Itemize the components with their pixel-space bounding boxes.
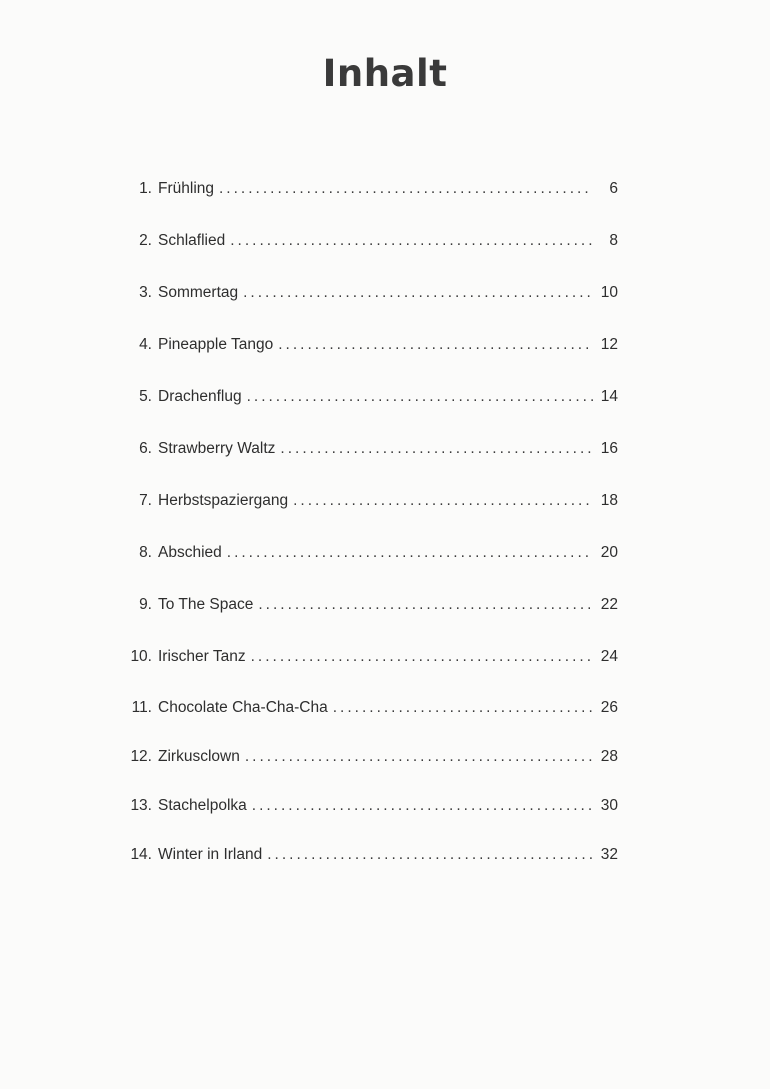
dot-leader — [293, 488, 593, 514]
toc-entry-title: Winter in Irland — [158, 846, 263, 863]
toc-entry-page: 22 — [600, 596, 618, 613]
toc-entry-number: 6. — [139, 440, 152, 457]
toc-entry-number: 10. — [130, 648, 152, 665]
toc-entry-page: 32 — [600, 846, 618, 863]
toc-entry[interactable] — [120, 280, 618, 306]
toc-entry-title: Drachenflug — [158, 388, 242, 405]
toc-entry[interactable] — [120, 695, 618, 721]
dot-leader — [243, 280, 593, 306]
dot-leader — [267, 842, 593, 868]
toc-entry-number: 1. — [139, 180, 152, 197]
toc-entry-page: 18 — [600, 492, 618, 509]
toc-entry[interactable] — [120, 644, 618, 670]
toc-entry-number: 8. — [139, 544, 152, 561]
toc-entry-title: Irischer Tanz — [158, 648, 246, 665]
page-title: Inhalt — [322, 52, 448, 95]
toc-entry[interactable] — [120, 332, 618, 358]
toc-entry[interactable] — [120, 793, 618, 819]
dot-leader — [258, 592, 593, 618]
toc-entry-page: 10 — [600, 284, 618, 301]
toc-entry-title: Stachelpolka — [158, 797, 247, 814]
dot-leader — [252, 793, 593, 819]
toc-entry[interactable] — [120, 592, 618, 618]
toc-entry-number: 11. — [131, 699, 152, 716]
dot-leader — [278, 332, 593, 358]
toc-entry-page: 26 — [600, 699, 618, 716]
toc-entry-page: 14 — [600, 388, 618, 405]
toc-entry-page: 8 — [609, 232, 618, 249]
toc-entry-page: 28 — [600, 748, 618, 765]
toc-entry-title: Schlaflied — [158, 232, 226, 249]
toc-entry-page: 6 — [609, 180, 618, 197]
toc-entry[interactable] — [120, 540, 618, 566]
toc-entry-title: Sommertag — [158, 284, 239, 301]
toc-entry-page: 20 — [600, 544, 618, 561]
toc-entry-number: 4. — [139, 336, 152, 353]
dot-leader — [245, 744, 593, 770]
toc-entry-title: To The Space — [158, 596, 254, 613]
toc-entry[interactable] — [120, 842, 618, 868]
toc-entry-page: 12 — [600, 336, 618, 353]
toc-entry-title: Zirkusclown — [158, 748, 240, 765]
toc-entry-number: 13. — [130, 797, 152, 814]
toc-entry-title: Strawberry Waltz — [158, 440, 276, 457]
toc-entry-title: Chocolate Cha-Cha-Cha — [158, 699, 328, 716]
dot-leader — [251, 644, 593, 670]
toc-entry-number: 7. — [139, 492, 152, 509]
toc-entry-title: Abschied — [158, 544, 222, 561]
toc-entry[interactable] — [120, 744, 618, 770]
toc-entry-title: Pineapple Tango — [158, 336, 274, 353]
toc-entry-number: 14. — [130, 846, 152, 863]
dot-leader — [247, 384, 593, 410]
toc-entry[interactable] — [120, 436, 618, 462]
toc-entry-title: Frühling — [158, 180, 214, 197]
toc-entry-number: 9. — [139, 596, 152, 613]
toc-entry[interactable] — [120, 488, 618, 514]
dot-leader — [230, 228, 593, 254]
dot-leader — [227, 540, 593, 566]
toc-entry-page: 30 — [600, 797, 618, 814]
dot-leader — [333, 695, 593, 721]
dot-leader — [219, 176, 593, 202]
toc-entry[interactable] — [120, 176, 618, 202]
toc-entry-number: 12. — [130, 748, 152, 765]
toc-entry-page: 16 — [600, 440, 618, 457]
toc-entry-title: Herbstspaziergang — [158, 492, 289, 509]
toc-entry-page: 24 — [600, 648, 618, 665]
toc-entry-number: 3. — [139, 284, 152, 301]
dot-leader — [280, 436, 593, 462]
toc-entry-number: 2. — [139, 232, 152, 249]
toc-entry[interactable] — [120, 228, 618, 254]
toc-entry[interactable] — [120, 384, 618, 410]
toc-entry-number: 5. — [139, 388, 152, 405]
